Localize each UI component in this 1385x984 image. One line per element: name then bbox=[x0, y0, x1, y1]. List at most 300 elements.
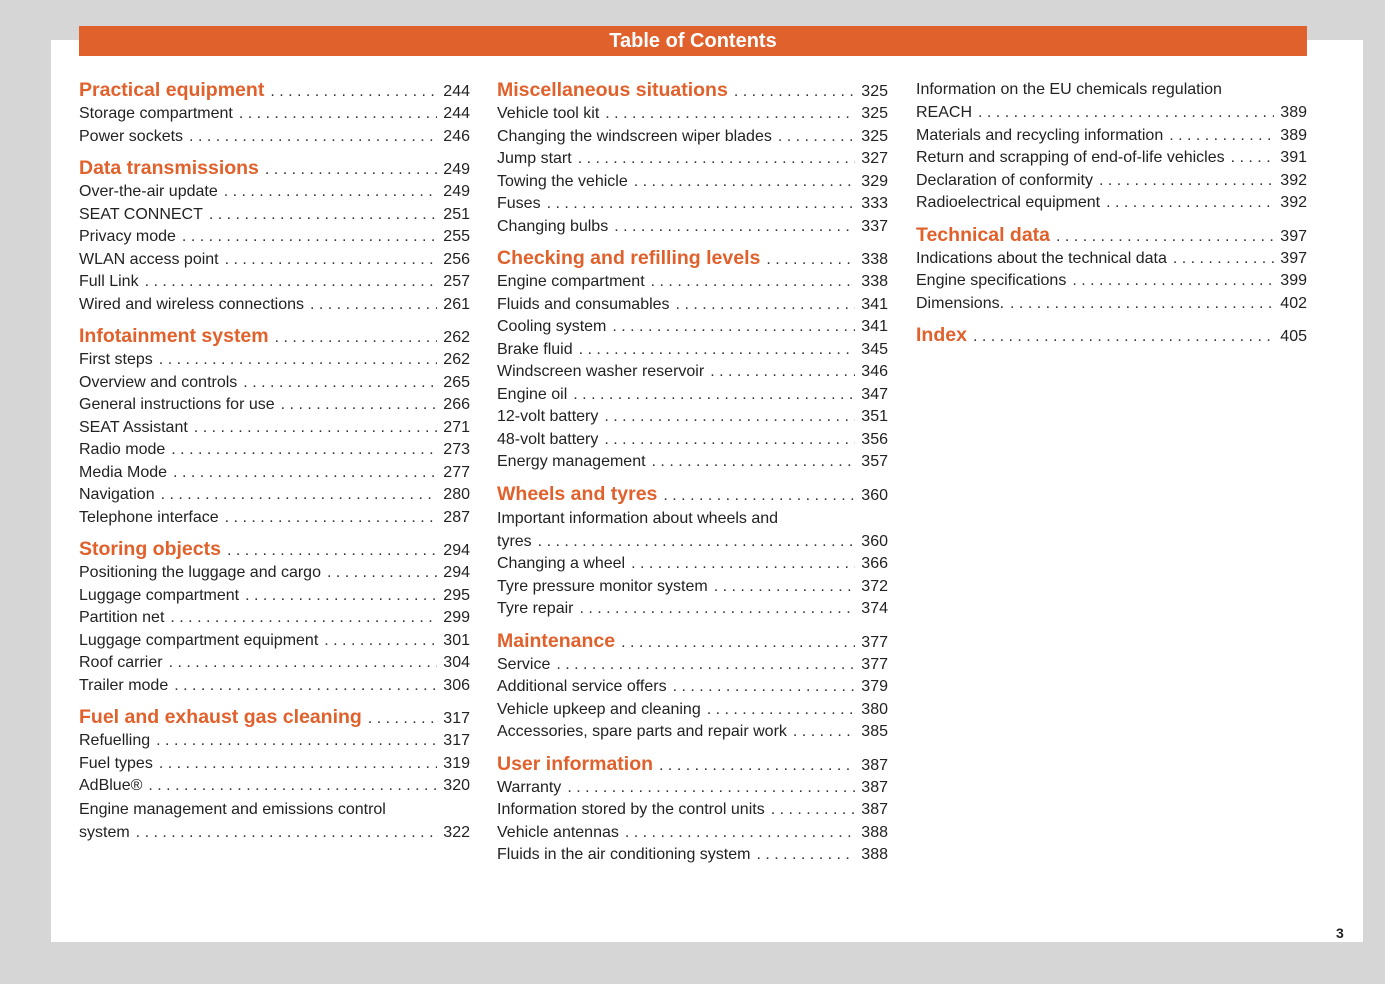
toc-column-2 bbox=[497, 78, 888, 867]
toc-page-number: 387 bbox=[861, 778, 888, 796]
toc-entry[interactable] bbox=[916, 170, 1307, 193]
toc-entry[interactable] bbox=[497, 103, 888, 126]
toc-entry[interactable] bbox=[79, 349, 470, 372]
dot-leader bbox=[1231, 147, 1275, 170]
dot-leader bbox=[169, 652, 438, 675]
dot-leader bbox=[625, 822, 855, 845]
dot-leader bbox=[1099, 170, 1274, 193]
toc-page-number: 322 bbox=[443, 823, 470, 841]
toc-entry-label: Jump start bbox=[497, 150, 572, 167]
toc-entry-label: Vehicle upkeep and cleaning bbox=[497, 700, 701, 718]
dot-leader bbox=[771, 799, 856, 822]
toc-page-number: 338 bbox=[861, 251, 888, 268]
toc-entry-label: Service bbox=[497, 655, 551, 673]
toc-page-number: 377 bbox=[861, 655, 888, 673]
toc-entry-label: Radio mode bbox=[79, 441, 166, 458]
toc-entry-label: First steps bbox=[79, 351, 153, 368]
dot-leader bbox=[1056, 224, 1274, 249]
toc-entry-label: Practical equipment bbox=[79, 79, 265, 101]
dot-leader bbox=[159, 349, 438, 372]
toc-entry-label: Miscellaneous situations bbox=[497, 79, 728, 101]
dot-leader bbox=[604, 429, 855, 452]
toc-entry-label: Materials and recycling information bbox=[916, 126, 1164, 144]
toc-entry-label: Fuel types bbox=[79, 754, 153, 772]
toc-entry-label: 48-volt battery bbox=[497, 430, 599, 448]
toc-page-number: 251 bbox=[443, 205, 470, 223]
toc-entry[interactable] bbox=[497, 654, 888, 677]
toc-page-number: 277 bbox=[443, 463, 470, 481]
toc-entry-label: Data transmissions bbox=[79, 157, 259, 179]
toc-entry-label: Fuel and exhaust gas cleaning bbox=[79, 706, 362, 728]
toc-entry[interactable] bbox=[497, 171, 888, 194]
toc-entry[interactable] bbox=[79, 372, 470, 395]
toc-entry-label: Trailer mode bbox=[79, 676, 169, 694]
toc-entry-label: Vehicle antennas bbox=[497, 823, 619, 841]
toc-page-number: 262 bbox=[443, 351, 470, 368]
toc-section-heading[interactable] bbox=[916, 223, 1307, 248]
dot-leader bbox=[621, 630, 855, 655]
toc-entry[interactable] bbox=[497, 598, 888, 621]
toc-page-number: 341 bbox=[861, 295, 888, 313]
toc-entry-label: Maintenance bbox=[497, 629, 616, 652]
toc-section-heading[interactable] bbox=[497, 78, 888, 103]
toc-entry[interactable] bbox=[497, 507, 888, 554]
toc-page-number: 388 bbox=[861, 823, 888, 841]
toc-entry-label: Engine oil bbox=[497, 385, 568, 403]
toc-entry-label: Storing objects bbox=[79, 538, 221, 560]
toc-entry-label: system bbox=[79, 823, 130, 841]
dot-leader bbox=[605, 103, 855, 126]
toc-page-number: 325 bbox=[861, 105, 888, 122]
toc-entry[interactable] bbox=[79, 226, 470, 249]
dot-leader bbox=[224, 181, 438, 204]
toc-entry[interactable] bbox=[79, 462, 470, 485]
toc-page-number: 345 bbox=[861, 340, 888, 358]
dot-leader bbox=[156, 730, 437, 753]
toc-entry-label: Power sockets bbox=[79, 127, 184, 145]
toc-entry-label: Fluids and consumables bbox=[497, 295, 670, 313]
toc-entry-label: Luggage compartment bbox=[79, 586, 240, 604]
dot-leader bbox=[1173, 248, 1274, 271]
toc-entry-label: Wired and wireless connections bbox=[79, 295, 304, 313]
toc-entry-label: Over-the-air update bbox=[79, 183, 218, 200]
dot-leader bbox=[710, 361, 855, 384]
toc-entry-label: Partition net bbox=[79, 609, 165, 626]
dot-leader bbox=[556, 654, 855, 677]
toc-section-heading[interactable] bbox=[79, 78, 470, 103]
toc-page-number: 261 bbox=[443, 295, 470, 313]
toc-entry[interactable] bbox=[79, 562, 470, 585]
dot-leader bbox=[634, 171, 856, 194]
dot-leader bbox=[310, 294, 437, 317]
toc-entry-label: Energy management bbox=[497, 453, 646, 470]
toc-entry[interactable] bbox=[79, 204, 470, 227]
toc-entry-label: Return and scrapping of end-of-life vehicles bbox=[916, 149, 1225, 166]
toc-entry-label: Engine specifications bbox=[916, 272, 1067, 289]
dot-leader bbox=[756, 844, 855, 867]
toc-entry[interactable] bbox=[79, 507, 470, 530]
toc-page-number: 249 bbox=[443, 183, 470, 200]
toc-entry-label: Windscreen washer reservoir bbox=[497, 363, 705, 380]
toc-entry[interactable] bbox=[79, 630, 470, 653]
dot-leader bbox=[578, 148, 856, 171]
toc-entry[interactable] bbox=[79, 730, 470, 753]
toc-section-heading[interactable] bbox=[497, 246, 888, 271]
toc-page-number: 301 bbox=[443, 631, 470, 649]
toc-page-number: 347 bbox=[861, 385, 888, 403]
toc-section-heading[interactable] bbox=[497, 629, 888, 654]
toc-page-number: 280 bbox=[443, 486, 470, 503]
toc-entry[interactable] bbox=[497, 676, 888, 699]
toc-entry[interactable] bbox=[497, 193, 888, 216]
toc-entry-label: Full Link bbox=[79, 273, 139, 290]
toc-entry-label: Fuses bbox=[497, 195, 541, 212]
toc-entry-label: Indications about the technical data bbox=[916, 249, 1167, 267]
dot-leader bbox=[225, 507, 438, 530]
dot-leader bbox=[145, 271, 438, 294]
toc-entry[interactable] bbox=[79, 294, 470, 317]
toc-entry-label: Tyre repair bbox=[497, 600, 574, 617]
toc-entry-label: Tyre pressure monitor system bbox=[497, 577, 708, 595]
toc-entry[interactable] bbox=[497, 406, 888, 429]
toc-entry[interactable] bbox=[79, 775, 470, 798]
toc-page-number: 397 bbox=[1280, 227, 1307, 245]
dot-leader bbox=[275, 325, 438, 350]
toc-entry-label: Storage compartment bbox=[79, 105, 233, 122]
dot-leader bbox=[973, 324, 1274, 349]
toc-entry[interactable] bbox=[79, 607, 470, 630]
toc-entry[interactable] bbox=[497, 339, 888, 362]
toc-entry-label: Refuelling bbox=[79, 732, 151, 749]
toc-page-number: 319 bbox=[443, 754, 470, 772]
dot-leader bbox=[676, 294, 856, 317]
toc-entry-label: Roof carrier bbox=[79, 654, 163, 671]
toc-entry[interactable] bbox=[79, 675, 470, 698]
toc-page-number: 372 bbox=[861, 577, 888, 595]
toc-entry[interactable] bbox=[79, 753, 470, 776]
toc-entry-label: Changing the windscreen wiper blades bbox=[497, 127, 772, 145]
toc-entry[interactable] bbox=[497, 777, 888, 800]
dot-leader bbox=[1072, 270, 1274, 293]
toc-entry-label: Index bbox=[916, 324, 967, 346]
toc-page-number: 380 bbox=[861, 700, 888, 718]
toc-entry-label: AdBlue® bbox=[79, 777, 143, 794]
dot-leader bbox=[612, 316, 855, 339]
toc-entry-label: SEAT Assistant bbox=[79, 418, 188, 436]
toc-page-number: 273 bbox=[443, 441, 470, 458]
toc-page-number: 389 bbox=[1280, 104, 1307, 121]
toc-entry-label-line1: Important information about wheels and bbox=[497, 509, 779, 527]
dot-leader bbox=[714, 576, 856, 599]
toc-entry[interactable] bbox=[497, 451, 888, 474]
toc-page-number: 397 bbox=[1280, 249, 1307, 267]
page-number: 3 bbox=[1336, 925, 1344, 941]
dot-leader bbox=[978, 102, 1274, 125]
dot-leader bbox=[793, 721, 855, 744]
toc-entry-label: User information bbox=[497, 752, 654, 775]
toc-entry-label: Positioning the luggage and cargo bbox=[79, 564, 321, 581]
toc-entry[interactable] bbox=[79, 126, 470, 149]
dot-leader bbox=[778, 126, 855, 149]
dot-leader bbox=[547, 193, 856, 216]
toc-page-number: 249 bbox=[443, 161, 470, 178]
toc-page-number: 287 bbox=[443, 508, 470, 526]
dot-leader bbox=[1010, 293, 1274, 316]
dot-leader bbox=[239, 103, 437, 126]
toc-page-number: 399 bbox=[1280, 272, 1307, 289]
dot-leader bbox=[604, 406, 855, 429]
toc-page-number: 356 bbox=[861, 430, 888, 448]
toc-page-number: 256 bbox=[443, 250, 470, 268]
toc-entry[interactable] bbox=[79, 484, 470, 507]
toc-page-number: 320 bbox=[443, 777, 470, 794]
toc-entry-label: Telephone interface bbox=[79, 508, 219, 526]
dot-leader bbox=[227, 538, 437, 563]
dot-leader bbox=[614, 216, 855, 239]
dot-leader bbox=[673, 676, 856, 699]
toc-page-number: 333 bbox=[861, 195, 888, 212]
toc-entry-label-line1: Information on the EU chemicals regulation bbox=[916, 81, 1222, 98]
toc-page-number: 366 bbox=[861, 555, 888, 572]
toc-entry-label: Technical data bbox=[916, 223, 1051, 246]
toc-page-number: 299 bbox=[443, 609, 470, 626]
toc-section-heading[interactable] bbox=[79, 324, 470, 349]
toc-entry-label: Brake fluid bbox=[497, 340, 573, 358]
toc-page-number: 265 bbox=[443, 373, 470, 391]
toc-page-number: 389 bbox=[1280, 126, 1307, 144]
dot-leader bbox=[194, 417, 438, 440]
toc-page-number: 405 bbox=[1280, 328, 1307, 345]
toc-entry-label: Towing the vehicle bbox=[497, 172, 628, 190]
dot-leader bbox=[1106, 192, 1274, 215]
toc-entry-label: SEAT CONNECT bbox=[79, 205, 203, 223]
toc-entry[interactable] bbox=[497, 126, 888, 149]
toc-entry[interactable] bbox=[79, 585, 470, 608]
dot-leader bbox=[265, 157, 437, 182]
dot-leader bbox=[170, 607, 437, 630]
toc-entry-label: Fluids in the air conditioning system bbox=[497, 846, 751, 863]
toc-entry[interactable] bbox=[916, 78, 1307, 125]
toc-page-number: 351 bbox=[861, 408, 888, 425]
toc-entry-label: General instructions for use bbox=[79, 396, 275, 413]
toc-section-heading[interactable] bbox=[79, 537, 470, 562]
toc-entry[interactable] bbox=[916, 293, 1307, 316]
toc-page-number: 387 bbox=[861, 756, 888, 774]
page-title-banner: Table of Contents bbox=[79, 26, 1307, 56]
toc-entry-label: Privacy mode bbox=[79, 228, 176, 245]
toc-entry[interactable] bbox=[497, 148, 888, 171]
toc-page-number: 402 bbox=[1280, 294, 1307, 312]
toc-entry[interactable] bbox=[497, 576, 888, 599]
toc-entry[interactable] bbox=[79, 394, 470, 417]
toc-entry[interactable] bbox=[497, 316, 888, 339]
toc-entry[interactable] bbox=[497, 384, 888, 407]
toc-page-number: 246 bbox=[443, 127, 470, 145]
toc-entry[interactable] bbox=[497, 799, 888, 822]
toc-entry[interactable] bbox=[79, 798, 470, 845]
dot-leader bbox=[734, 79, 855, 104]
dot-leader bbox=[707, 699, 856, 722]
toc-page-number: 294 bbox=[443, 542, 470, 559]
toc-entry[interactable] bbox=[79, 103, 470, 126]
dot-leader bbox=[324, 630, 437, 653]
toc-page-number: 271 bbox=[443, 418, 470, 436]
dot-leader bbox=[174, 675, 437, 698]
toc-entry-label: Wheels and tyres bbox=[497, 482, 658, 505]
dot-leader bbox=[243, 372, 437, 395]
dot-leader bbox=[663, 483, 855, 508]
dot-leader bbox=[579, 598, 855, 621]
toc-page-number: 255 bbox=[443, 228, 470, 245]
toc-page-number: 327 bbox=[861, 150, 888, 167]
toc-entry-label: Navigation bbox=[79, 486, 155, 503]
toc-entry[interactable] bbox=[497, 216, 888, 239]
toc-entry[interactable] bbox=[497, 429, 888, 452]
toc-entry-label: Warranty bbox=[497, 778, 562, 796]
dot-leader bbox=[1169, 125, 1274, 148]
dot-leader bbox=[631, 553, 855, 576]
toc-page-number: 337 bbox=[861, 217, 888, 235]
toc-page-number: 388 bbox=[861, 846, 888, 863]
dot-leader bbox=[173, 462, 437, 485]
toc-section-heading[interactable] bbox=[79, 156, 470, 181]
dot-leader bbox=[766, 247, 855, 272]
dot-leader bbox=[659, 753, 855, 778]
toc-page-number: 317 bbox=[443, 732, 470, 749]
dot-leader bbox=[225, 249, 438, 272]
toc-entry-label: Changing bulbs bbox=[497, 217, 609, 235]
toc-entry-label: Engine compartment bbox=[497, 273, 645, 290]
toc-entry[interactable] bbox=[497, 361, 888, 384]
toc-page-number: 325 bbox=[861, 83, 888, 100]
toc-page-number: 392 bbox=[1280, 171, 1307, 189]
toc-entry-label: tyres bbox=[497, 532, 532, 550]
toc-entry-label-line1: Engine management and emissions control bbox=[79, 800, 386, 818]
dot-leader bbox=[651, 271, 856, 294]
toc-page-number: 346 bbox=[861, 363, 888, 380]
toc-section-heading[interactable] bbox=[916, 323, 1307, 348]
toc-entry[interactable] bbox=[497, 553, 888, 576]
toc-entry[interactable] bbox=[79, 417, 470, 440]
toc-section-heading[interactable] bbox=[497, 752, 888, 777]
toc-entry[interactable] bbox=[497, 271, 888, 294]
toc-page-number: 262 bbox=[443, 329, 470, 346]
toc-entry-label: WLAN access point bbox=[79, 250, 219, 268]
toc-entry[interactable] bbox=[497, 721, 888, 744]
dot-leader bbox=[171, 439, 437, 462]
toc-entry-label: Vehicle tool kit bbox=[497, 105, 600, 122]
toc-entry-label: Checking and refilling levels bbox=[497, 247, 761, 269]
toc-section-heading[interactable] bbox=[79, 705, 470, 730]
toc-page-number: 257 bbox=[443, 273, 470, 290]
toc-entry[interactable] bbox=[79, 439, 470, 462]
toc-entry[interactable] bbox=[79, 249, 470, 272]
toc-entry-label: Cooling system bbox=[497, 318, 607, 335]
toc-page-number: 357 bbox=[861, 453, 888, 470]
toc-page-number: 341 bbox=[861, 318, 888, 335]
dot-leader bbox=[567, 777, 855, 800]
toc-page-number: 329 bbox=[861, 172, 888, 190]
toc-entry-label: Infotainment system bbox=[79, 325, 269, 347]
toc-entry[interactable] bbox=[79, 271, 470, 294]
dot-leader bbox=[189, 126, 437, 149]
toc-page-number: 392 bbox=[1280, 194, 1307, 211]
toc-page-number: 317 bbox=[443, 710, 470, 727]
dot-leader bbox=[281, 394, 438, 417]
toc-page-number: 374 bbox=[861, 600, 888, 617]
dot-leader bbox=[182, 226, 437, 249]
toc-page-number: 294 bbox=[443, 564, 470, 581]
toc-entry[interactable] bbox=[79, 181, 470, 204]
toc-page-number: 379 bbox=[861, 678, 888, 695]
toc-entry-label: Dimensions. bbox=[916, 294, 1005, 312]
toc-page-number: 266 bbox=[443, 396, 470, 413]
toc-entry-label: Information stored by the control units bbox=[497, 801, 765, 818]
dot-leader bbox=[245, 585, 437, 608]
toc-page-number: 325 bbox=[861, 127, 888, 145]
toc-page-number: 360 bbox=[861, 532, 888, 550]
toc-entry-label: Accessories, spare parts and repair work bbox=[497, 723, 787, 740]
dot-leader bbox=[148, 775, 437, 798]
toc-entry[interactable] bbox=[916, 192, 1307, 215]
dot-leader bbox=[161, 484, 438, 507]
toc-entry[interactable] bbox=[916, 248, 1307, 271]
dot-leader bbox=[136, 822, 438, 845]
toc-entry-label: REACH bbox=[916, 104, 973, 121]
toc-entry-label: Overview and controls bbox=[79, 373, 238, 391]
toc-entry[interactable] bbox=[916, 125, 1307, 148]
toc-entry-label: Changing a wheel bbox=[497, 555, 626, 572]
dot-leader bbox=[368, 706, 437, 731]
toc-page-number: 385 bbox=[861, 723, 888, 740]
toc-entry[interactable] bbox=[497, 822, 888, 845]
toc-entry[interactable] bbox=[916, 270, 1307, 293]
toc-page-number: 338 bbox=[861, 273, 888, 290]
toc-page-number: 295 bbox=[443, 586, 470, 604]
toc-entry-label: 12-volt battery bbox=[497, 408, 599, 425]
toc-entry[interactable] bbox=[497, 294, 888, 317]
toc-column-1 bbox=[79, 78, 470, 844]
dot-leader bbox=[573, 384, 855, 407]
dot-leader bbox=[270, 79, 437, 104]
toc-entry-label: Declaration of conformity bbox=[916, 171, 1093, 189]
toc-page-number: 391 bbox=[1280, 149, 1307, 166]
toc-entry-label: Additional service offers bbox=[497, 678, 667, 695]
toc-entry-label: Radioelectrical equipment bbox=[916, 194, 1101, 211]
toc-entry[interactable] bbox=[497, 844, 888, 867]
dot-leader bbox=[159, 753, 437, 776]
dot-leader bbox=[538, 531, 856, 554]
toc-page-number: 244 bbox=[443, 83, 470, 100]
toc-page-number: 244 bbox=[443, 105, 470, 122]
toc-page-number: 387 bbox=[861, 801, 888, 818]
dot-leader bbox=[209, 204, 437, 227]
toc-entry[interactable] bbox=[916, 147, 1307, 170]
toc-page-number: 304 bbox=[443, 654, 470, 671]
toc-entry[interactable] bbox=[497, 699, 888, 722]
toc-page-number: 377 bbox=[861, 633, 888, 651]
toc-entry-label: Media Mode bbox=[79, 463, 168, 481]
toc-page-number: 360 bbox=[861, 486, 888, 504]
toc-section-heading[interactable] bbox=[497, 482, 888, 507]
toc-entry-label: Luggage compartment equipment bbox=[79, 631, 319, 649]
toc-entry[interactable] bbox=[79, 652, 470, 675]
dot-leader bbox=[579, 339, 856, 362]
toc-page-number: 306 bbox=[443, 676, 470, 694]
toc-column-3 bbox=[916, 78, 1307, 348]
dot-leader bbox=[652, 451, 856, 474]
dot-leader bbox=[327, 562, 437, 585]
